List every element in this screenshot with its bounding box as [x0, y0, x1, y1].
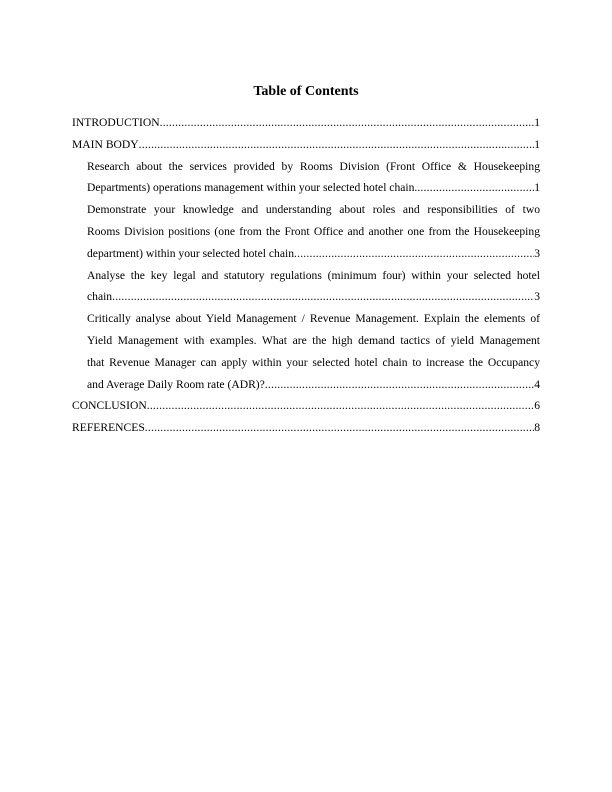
- toc-entry-yield-management[interactable]: [72, 308, 540, 395]
- toc-entry-label: REFERENCES: [72, 421, 145, 435]
- toc-page-number: 1: [534, 116, 540, 129]
- toc-page-number: 4: [534, 377, 540, 391]
- toc-entry-research-services[interactable]: [72, 156, 540, 200]
- toc-entry-line: Critically analyse about Yield Management / Revenue Management. Explain the elements of: [87, 312, 540, 326]
- toc-entry-line: Demonstrate your knowledge and understanding about roles and responsibilities of two: [87, 203, 540, 217]
- toc-entry-line: Analyse the key legal and statutory regulations (minimum four) within your selected hotel: [87, 268, 540, 282]
- toc-leader-dots: [139, 134, 535, 156]
- toc-entry-label: and Average Daily Room rate (ADR)?: [87, 377, 265, 391]
- toc-entry-line: Research about the services provided by Rooms Division (Front Office & Housekeeping: [87, 159, 540, 173]
- toc-page-number: 3: [534, 290, 540, 304]
- toc-entry-legal-regulations[interactable]: [72, 265, 540, 309]
- toc-entry-label: INTRODUCTION: [72, 116, 160, 129]
- toc-entry-line: Rooms Division positions (one from the Front Office and another one from the Housekeeping: [87, 224, 540, 238]
- toc-entry-introduction[interactable]: [72, 112, 540, 134]
- toc-page-number: 8: [534, 421, 540, 435]
- toc-page-number: 3: [534, 246, 540, 260]
- toc-entry-line: that Revenue Manager can apply within your selected hotel chain to increase the Occupancy: [87, 355, 540, 369]
- toc-leader-dots: [147, 395, 534, 417]
- toc-leader-dots: [112, 286, 534, 308]
- toc-leader-dots: [294, 243, 534, 265]
- toc-leader-dots: [145, 417, 534, 439]
- toc-entry-label: MAIN BODY: [72, 137, 139, 151]
- toc-entry-label: department) within your selected hotel chain: [87, 246, 295, 260]
- toc-entry-conclusion[interactable]: [72, 395, 540, 417]
- toc-page-number: 1: [534, 137, 540, 151]
- toc-title: Table of Contents: [253, 84, 359, 99]
- toc-leader-dots: [265, 374, 534, 396]
- toc-entry-references[interactable]: [72, 417, 540, 439]
- toc-list: [72, 112, 540, 439]
- toc-leader-dots: [417, 177, 534, 199]
- toc-entry-label: Departments) operations management within your selected hotel chain.: [87, 181, 418, 195]
- toc-entry-roles-responsibilities[interactable]: [72, 199, 540, 264]
- toc-leader-dots: [160, 112, 535, 134]
- toc-page-number: 1: [534, 181, 540, 195]
- toc-page-number: 6: [534, 399, 540, 413]
- toc-entry-line: Yield Management with examples. What are the high demand tactics of yield Management: [87, 333, 540, 347]
- toc-entry-label: chain: [87, 290, 113, 304]
- toc-entry-label: CONCLUSION: [72, 399, 147, 413]
- toc-entry-main-body[interactable]: [72, 134, 540, 156]
